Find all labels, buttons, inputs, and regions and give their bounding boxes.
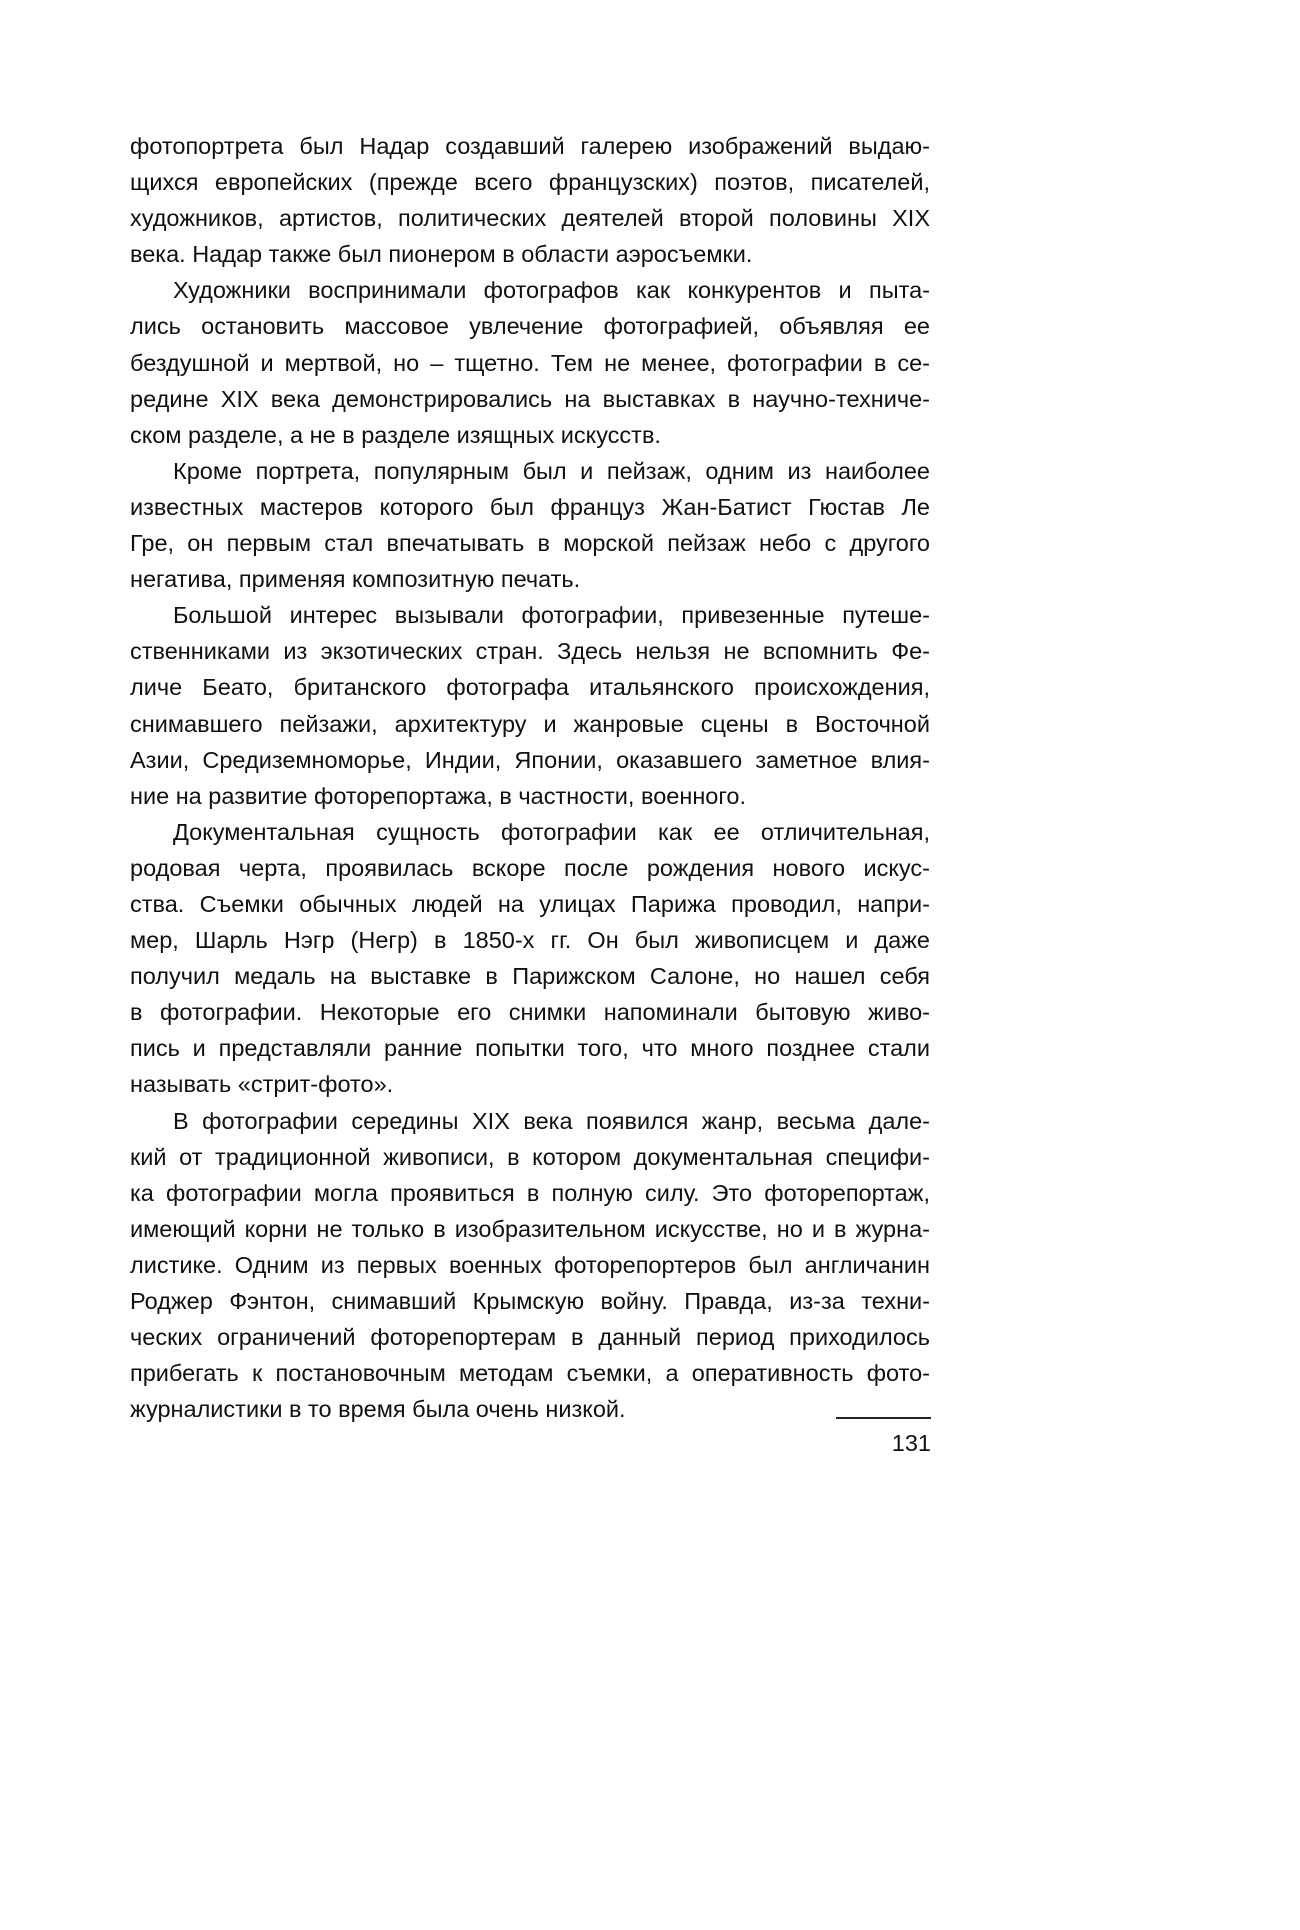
text-line: личе Беато, британского фотографа итальянского происхождения, xyxy=(130,674,930,701)
text-line: негатива, применяя композитную печать. xyxy=(130,566,581,593)
text-line: бездушной и мертвой, но – тщетно. Тем не менее, фотографии в се- xyxy=(130,349,930,376)
text-line: В фотографии середины XIX века появился жанр, весьма дале- xyxy=(173,1107,930,1134)
text-line: ческих ограничений фоторепортерам в данный период приходилось xyxy=(130,1324,930,1351)
text-line: журналистики в то время была очень низкой. xyxy=(130,1396,626,1423)
text-line: кий от традиционной живописи, в котором документальная специфи- xyxy=(130,1143,930,1170)
text-line: Кроме портрета, популярным был и пейзаж, одним из наиболее xyxy=(173,457,930,484)
text-line: щихся европейских (прежде всего французских) поэтов, писателей, xyxy=(130,169,930,196)
text-line: называть «стрит-фото». xyxy=(130,1071,394,1098)
paragraph xyxy=(130,1103,930,1428)
text-line: века. Надар также был пионером в области аэросъемки. xyxy=(130,241,753,268)
text-line: прибегать к постановочным методам съемки, а оперативность фото- xyxy=(130,1360,930,1387)
page-number-rule xyxy=(836,1417,931,1419)
paragraph xyxy=(130,453,930,597)
text-line: ственниками из экзотических стран. Здесь нельзя не вспомнить Фе- xyxy=(130,638,930,665)
text-line: листике. Одним из первых военных фоторепортеров был англичанин xyxy=(130,1251,930,1278)
body-text xyxy=(130,128,930,1427)
text-line: мер, Шарль Нэгр (Негр) в 1850-х гг. Он был живописцем и даже xyxy=(130,927,930,954)
text-line: Документальная сущность фотографии как ее отличительная, xyxy=(173,818,930,845)
paragraph xyxy=(130,272,930,452)
text-line: Роджер Фэнтон, снимавший Крымскую войну. Правда, из-за техни- xyxy=(130,1288,930,1314)
text-line: пись и представляли ранние попытки того, что много позднее стали xyxy=(130,1035,930,1062)
text-line: художников, артистов, политических деятелей второй половины XIX xyxy=(130,205,930,232)
text-line: родовая черта, проявилась вскоре после рождения нового искус- xyxy=(130,854,930,881)
text-line: Азии, Средиземноморье, Индии, Японии, оказавшего заметное влия- xyxy=(130,746,930,773)
text-line: снимавшего пейзажи, архитектуру и жанровые сцены в Восточной xyxy=(130,710,930,737)
text-line: в фотографии. Некоторые его снимки напоминали бытовую живо- xyxy=(130,999,930,1026)
text-line: фотопортрета был Надар создавший галерею изображений выдаю- xyxy=(130,133,930,159)
paragraph xyxy=(130,814,930,1103)
text-line: известных мастеров которого был француз Жан-Батист Гюстав Ле xyxy=(130,493,930,520)
text-line: Художники воспринимали фотографов как конкурентов и пыта- xyxy=(173,277,930,304)
text-line: редине XIX века демонстрировались на выставках в научно-техниче- xyxy=(130,385,930,412)
text-line: ском разделе, а не в разделе изящных искусств. xyxy=(130,421,661,448)
text-line: имеющий корни не только в изобразительном искусстве, но и в журна- xyxy=(130,1215,930,1242)
text-line: получил медаль на выставке в Парижском Салоне, но нашел себя xyxy=(130,963,930,990)
text-line: Большой интерес вызывали фотографии, привезенные путеше- xyxy=(173,602,930,629)
text-line: ние на развитие фоторепортажа, в частности, военного. xyxy=(130,782,747,809)
text-line: Гре, он первым стал впечатывать в морской пейзаж небо с другого xyxy=(130,530,930,557)
text-line: ка фотографии могла проявиться в полную силу. Это фоторепортаж, xyxy=(130,1179,930,1206)
page-number: 131 xyxy=(891,1430,931,1456)
paragraph xyxy=(130,128,930,272)
text-line: лись остановить массовое увлечение фотографией, объявляя ее xyxy=(130,313,930,340)
paragraph xyxy=(130,597,930,814)
text-line: ства. Съемки обычных людей на улицах Парижа проводил, напри- xyxy=(130,890,930,917)
